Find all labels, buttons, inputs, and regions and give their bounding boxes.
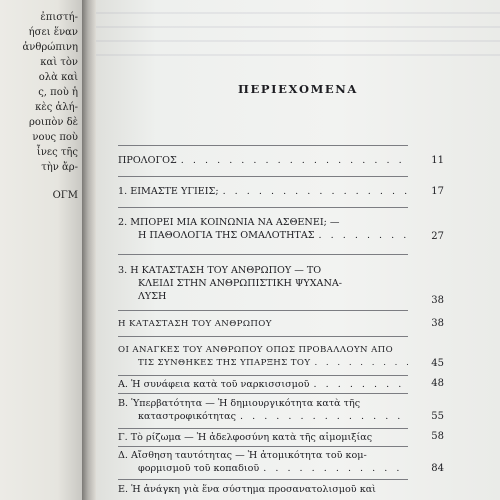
entry-rule [118, 176, 408, 177]
entry-rule [118, 254, 408, 255]
toc-entry-text: ΚΛΕΙΔΙ ΣΤΗΝ ΑΝΘΡΩΠΙΣΤΙΚΗ ΨΥΧΑΝΑ- [138, 278, 343, 289]
toc-entry-text: Β. Ὑπερβατότητα — Ἡ δημιουργικότητα κατὰ τῆς [118, 398, 361, 409]
entry-rule [118, 375, 408, 376]
leader-dots [314, 357, 408, 370]
entry-rule [118, 310, 408, 311]
left-page-line: ς, ποὺ ἡ [38, 87, 78, 98]
toc-page-number: 45 [431, 358, 444, 369]
leader-dots [276, 318, 408, 331]
toc-entry-text: Ε. Ἡ ἀνάγκη γιὰ ἕνα σύστημα προσανατολισμοῦ καὶ [118, 484, 376, 495]
toc-entry-section-e[interactable] [118, 483, 408, 496]
entry-rule [118, 207, 408, 208]
left-page-line: νους ποὺ [32, 132, 78, 143]
toc-page-number: 58 [431, 431, 444, 442]
left-page-line: ολὰ καὶ [38, 72, 78, 83]
leader-dots [319, 229, 408, 242]
toc-entry-text: Γ. Τὸ ρίζωμα — Ἡ ἀδελφοσύνη κατὰ τῆς αἱμομιξίας [118, 432, 373, 443]
toc-entry-section-c[interactable] [118, 431, 408, 444]
book-gutter [82, 0, 96, 500]
toc-entry-chapter-1[interactable] [118, 185, 408, 198]
entry-rule [118, 479, 408, 480]
toc-page-number: 17 [431, 186, 444, 197]
toc-page-number: 38 [431, 295, 444, 306]
entry-rule [118, 446, 408, 447]
toc-entry-text: 3. Η ΚΑΤΑΣΤΑΣΗ ΤΟΥ ΑΝΘΡΩΠΟΥ — ΤΟ [118, 265, 322, 276]
contents-page [96, 0, 500, 500]
toc-entry-text: Α. Ἡ συνάφεια κατὰ τοῦ ναρκισσισμοῦ [118, 379, 310, 390]
toc-page-number: 38 [431, 318, 444, 329]
left-page-line: ἶνες τῆς [36, 147, 78, 158]
leader-dots [263, 462, 408, 475]
toc-entry-chapter-2[interactable] [118, 216, 408, 242]
toc-entry-text: Δ. Αἴσθηση ταυτότητας — Ἡ ἀτομικότητα τοῦ κομ- [118, 450, 367, 461]
entry-rule [118, 393, 408, 394]
leader-dots [240, 410, 408, 423]
left-page-line: τὴν ἄρ- [41, 162, 78, 173]
left-page-line: ΟΓΜ [52, 190, 78, 201]
left-page-line: ροιπὸν δὲ [28, 117, 78, 128]
toc-page-number: 48 [431, 378, 444, 389]
entry-rule [118, 336, 408, 337]
toc-entry-text: ΛΥΣΗ [138, 291, 167, 302]
toc-entry-human-needs[interactable] [118, 344, 408, 370]
left-page [0, 0, 82, 500]
leader-dots [223, 185, 408, 198]
page-title: ΠΕΡΙΕΧΟΜΕΝΑ [238, 82, 358, 96]
toc-entry-text: Η ΠΑΘΟΛΟΓΙΑ ΤΗΣ ΟΜΑΛΟΤΗΤΑΣ [138, 230, 315, 241]
bleed-through-text [96, 0, 500, 60]
left-page-line: καὶ τὸν [40, 57, 78, 68]
toc-entry-human-situation[interactable] [118, 318, 408, 331]
toc-entry-prologue[interactable] [118, 154, 408, 167]
toc-entry-text: ΠΡΟΛΟΓΟΣ [118, 155, 177, 166]
toc-entry-section-d[interactable] [118, 449, 408, 475]
toc-entry-text: 1. ΕΙΜΑΣΤΕ ΥΓΙΕΙΣ; [118, 186, 219, 197]
leader-dots [376, 431, 408, 444]
toc-entry-text: ΤΙΣ ΣΥΝΘΗΚΕΣ ΤΗΣ ΥΠΑΡΞΗΣ ΤΟΥ [138, 358, 311, 368]
title-rule [118, 145, 408, 146]
left-page-line: κὲς ἀλή- [35, 102, 78, 113]
toc-entry-section-b[interactable] [118, 397, 408, 423]
toc-page-number: 55 [431, 411, 444, 422]
toc-entry-section-a[interactable] [118, 378, 408, 391]
toc-entry-text: 2. ΜΠΟΡΕΙ ΜΙΑ ΚΟΙΝΩΝΙΑ ΝΑ ΑΣΘΕΝΕΙ; — [118, 217, 340, 228]
leader-dots [170, 290, 408, 303]
leader-dots [181, 154, 408, 167]
left-page-line: ἐπιστή- [40, 12, 78, 23]
toc-entry-text: φορμισμοῦ τοῦ κοπαδιοῦ [138, 463, 260, 474]
toc-page-number: 84 [431, 463, 444, 474]
entry-rule [118, 428, 408, 429]
toc-entry-text: ΟΙ ΑΝΑΓΚΕΣ ΤΟΥ ΑΝΘΡΩΠΟΥ ΟΠΩΣ ΠΡΟΒΑΛΛΟΥΝ ΑΠΟ [118, 345, 394, 355]
toc-entry-chapter-3[interactable] [118, 264, 408, 303]
left-page-line: ἀνθρώπινη [22, 42, 78, 53]
toc-entry-text: Η ΚΑΤΑΣΤΑΣΗ ΤΟΥ ΑΝΘΡΩΠΟΥ [118, 319, 272, 329]
left-page-line: ήσει ἕναν [28, 27, 78, 38]
toc-page-number: 27 [431, 231, 444, 242]
leader-dots [314, 378, 408, 391]
toc-page-number: 11 [431, 155, 444, 166]
toc-entry-text: καταστροφικότητας [138, 411, 236, 422]
